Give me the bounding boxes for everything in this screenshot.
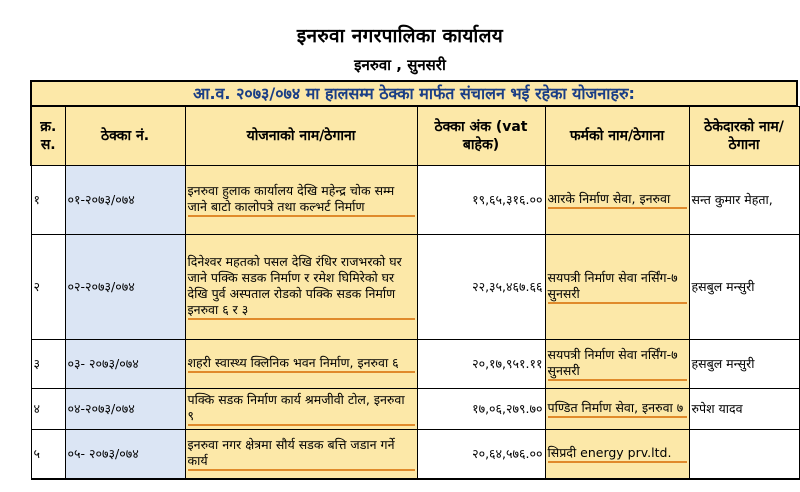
table-banner: आ.व. २०७३/०७४ मा हालसम्म ठेक्का मार्फत संचालन भई रहेका योजनाहरु: <box>30 80 798 107</box>
contractor-name: रुपेश यादव <box>689 389 799 430</box>
column-header-contract-no: ठेक्का नं. <box>65 107 185 166</box>
firm-name-text: सिप्रदी energy prv.ltd. <box>548 445 687 463</box>
contracts-table <box>30 106 800 480</box>
firm-name <box>545 389 689 430</box>
project-name <box>185 430 417 480</box>
serial-number: ४ <box>31 389 65 430</box>
contractor-name <box>689 430 799 480</box>
project-name <box>185 166 417 235</box>
contract-number: ०४-२०७३/०७४ <box>65 389 185 430</box>
firm-name-text: सयपत्री निर्माण सेवा नर्सिंग-७ सुनसरी <box>548 347 687 381</box>
column-header-firm: फर्मको नाम/ठेगाना <box>545 107 689 166</box>
project-name-text: इनरुवा हुलाक कार्यालय देखि महेन्द्र चोक सम्म जाने बाटो कालोपत्रे तथा कल्भर्ट निर्माण <box>188 183 415 217</box>
table-row <box>31 430 799 480</box>
firm-name-text: पण्डित निर्माण सेवा, इनरुवा ७ <box>548 400 687 418</box>
firm-name <box>545 166 689 235</box>
project-name-text: दिनेश्वर महतको पसल देखि रंधिर राजभरको घर जाने पक्कि सडक निर्माण र रमेश घिमिरेको घर देखि पुर्व अस्पताल रोडको पक्कि सडक निर्माण इनरुवा ६ र ३ <box>188 254 415 320</box>
project-name-text: इनरुवा नगर क्षेत्रमा सौर्य सडक बत्ति जडान गर्ने कार्य <box>188 437 415 471</box>
contract-number: ०१-२०७३/०७४ <box>65 166 185 235</box>
table-row <box>31 340 799 389</box>
column-header-amount: ठेक्का अंक (vat बाहेक) <box>417 107 545 166</box>
contract-amount: २०,१७,९५१.११ <box>417 340 545 389</box>
project-name-text: पक्कि सडक निर्माण कार्य श्रमजीवी टोल, इनरुवा ९ <box>188 392 415 426</box>
contractor-name: सन्त कुमार मेहता, <box>689 166 799 235</box>
firm-name-text: आरके निर्माण सेवा, इनरुवा <box>548 191 687 209</box>
column-header-contractor: ठेकेदारको नाम/ठेगाना <box>689 107 799 166</box>
contract-amount: १९,६५,३१६.०० <box>417 166 545 235</box>
table-header-row <box>31 107 799 166</box>
project-name <box>185 389 417 430</box>
office-location: इनरुवा , सुनसरी <box>354 56 446 74</box>
project-name <box>185 235 417 340</box>
contractor-name: हसबुल मन्सुरी <box>689 235 799 340</box>
contract-amount: २०,६४,५७६.०० <box>417 430 545 480</box>
column-header-sn: क्र. स. <box>31 107 65 166</box>
table-row <box>31 166 799 235</box>
contractor-name: हसबुल मन्सुरी <box>689 340 799 389</box>
contract-number: ०२-२०७३/०७४ <box>65 235 185 340</box>
firm-name-text: सयपत्री निर्माण सेवा नर्सिंग-७ सुनसरी <box>548 270 687 304</box>
contract-amount: २२,३५,४६७.६६ <box>417 235 545 340</box>
project-name-text: शहरी स्वास्थ्य क्लिनिक भवन निर्माण, इनरुवा ६ <box>188 355 415 373</box>
firm-name <box>545 235 689 340</box>
serial-number: १ <box>31 166 65 235</box>
contract-number: ०५- २०७३/०७४ <box>65 430 185 480</box>
serial-number: ३ <box>31 340 65 389</box>
table-row <box>31 235 799 340</box>
serial-number: २ <box>31 235 65 340</box>
office-title: इनरुवा नगरपालिका कार्यालय <box>296 25 504 47</box>
contract-number: ०३- २०७३/०७४ <box>65 340 185 389</box>
column-header-project: योजनाको नाम/ठेगाना <box>185 107 417 166</box>
contract-amount: १७,०६,२७९.७० <box>417 389 545 430</box>
table-row <box>31 389 799 430</box>
serial-number: ५ <box>31 430 65 480</box>
firm-name <box>545 340 689 389</box>
project-name <box>185 340 417 389</box>
firm-name <box>545 430 689 480</box>
